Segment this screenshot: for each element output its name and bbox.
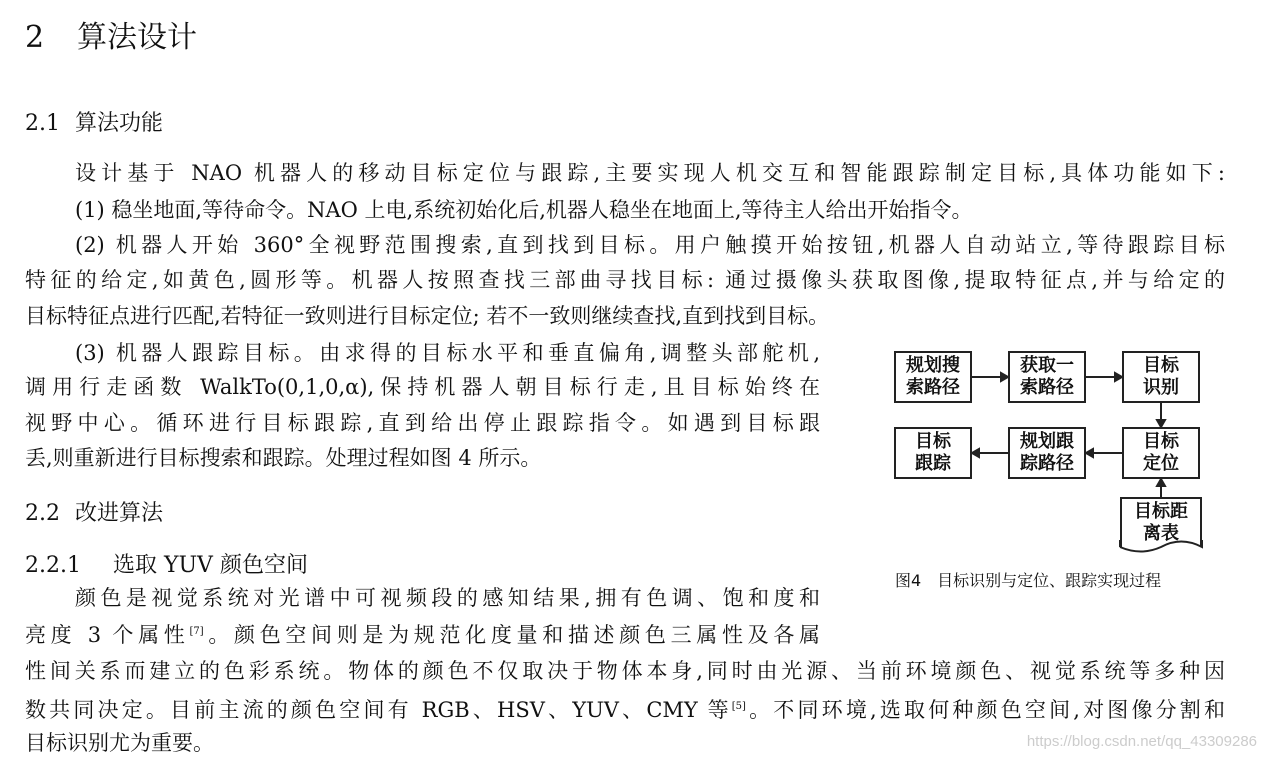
box-label: 目标距离表 [1134, 501, 1188, 544]
paragraph-line: 设计基于 NAO 机器人的移动目标定位与跟踪,主要实现人机交互和智能跟踪制定目标,具体功能如下: [75, 161, 1225, 185]
box-label: 目标定位 [1143, 431, 1179, 474]
paragraph-line: 丢,则重新进行目标搜索和跟踪。处理过程如图 4 所示。 [25, 446, 542, 470]
watermark: https://blog.csdn.net/qq_43309286 [1026, 733, 1257, 750]
paragraph-line: 目标特征点进行匹配,若特征一致则进行目标定位; 若不一致则继续查找,直到找到目标。 [25, 304, 830, 328]
arrow-right-icon [1115, 373, 1122, 381]
citation: [5] [731, 701, 746, 712]
box-label: 规划跟踪路径 [1020, 431, 1074, 474]
text: 数共同决定。目前主流的颜色空间有 RGB、HSV、YUV、CMY 等 [25, 698, 732, 722]
subsection-number: 2.2.1 [25, 553, 81, 578]
section-heading [25, 12, 197, 56]
paragraph-line: 性间关系而建立的色彩系统。物体的颜色不仅取决于物体本身,同时由光源、当前环境颜色、视觉系统等多种因 [25, 659, 1225, 683]
paragraph-line: 特征的给定,如黄色,圆形等。机器人按照查找三部曲寻找目标: 通过摄像头获取图像,提取特征点,并与给定的 [25, 268, 1225, 292]
arrow-right-icon [1001, 373, 1008, 381]
box-label: 规划搜索路径 [906, 355, 960, 398]
subsection-title: 改进算法 [75, 501, 164, 526]
arrow-left-icon [1086, 449, 1093, 457]
box-label: 目标识别 [1143, 355, 1179, 398]
paragraph-line [25, 617, 820, 650]
subsubsection-heading-2-2-1 [25, 548, 308, 579]
text: 亮度 3 个属性 [25, 623, 190, 647]
arrow-left-icon [972, 449, 979, 457]
box-label: 获取一索路径 [1020, 355, 1074, 398]
text: 。不同环境,选取何种颜色空间,对图像分割和 [745, 698, 1225, 722]
section-number: 2 [25, 20, 45, 55]
paragraph-line: (2) 机器人开始 360°全视野范围搜索,直到找到目标。用户触摸开始按钮,机器人自动站立,等待跟踪目标 [75, 233, 1225, 257]
section-title: 算法设计 [77, 20, 197, 55]
flow-arrows [880, 340, 1220, 560]
figure-caption: 图4 目标识别与定位、跟踪实现过程 [895, 571, 1162, 590]
paragraph-line: (3) 机器人跟踪目标。由求得的目标水平和垂直偏角,调整头部舵机, [75, 341, 820, 365]
box-label: 目标跟踪 [915, 431, 951, 474]
citation: [7] [189, 626, 204, 637]
paragraph-line: 视野中心。循环进行目标跟踪,直到给出停止跟踪指令。如遇到目标跟 [25, 411, 820, 435]
subsection-title: 算法功能 [75, 111, 164, 136]
arrow-down-icon [1157, 420, 1165, 427]
paragraph-line: (1) 稳坐地面,等待命令。NAO 上电,系统初始化后,机器人稳坐在地面上,等待主人给出开始指令。 [75, 198, 973, 222]
subsection-number: 2.2 [25, 501, 60, 526]
arrow-up-icon [1157, 479, 1165, 486]
paragraph-line: 颜色是视觉系统对光谱中可视频段的感知结果,拥有色调、饱和度和 [75, 586, 820, 610]
paragraph-line: 调用行走函数 WalkTo(0,1,0,α),保持机器人朝目标行走,且目标始终在 [25, 375, 820, 399]
subsection-number: 2.1 [25, 111, 60, 136]
subsection-title: 选取 YUV 颜色空间 [113, 553, 308, 578]
subsection-heading-2-1 [25, 106, 163, 137]
subsection-heading-2-2 [25, 496, 163, 527]
text: 。颜色空间则是为规范化度量和描述颜色三属性及各属 [203, 623, 820, 647]
paragraph-line: 目标识别尤为重要。 [25, 731, 214, 755]
paragraph-line [25, 692, 1225, 725]
